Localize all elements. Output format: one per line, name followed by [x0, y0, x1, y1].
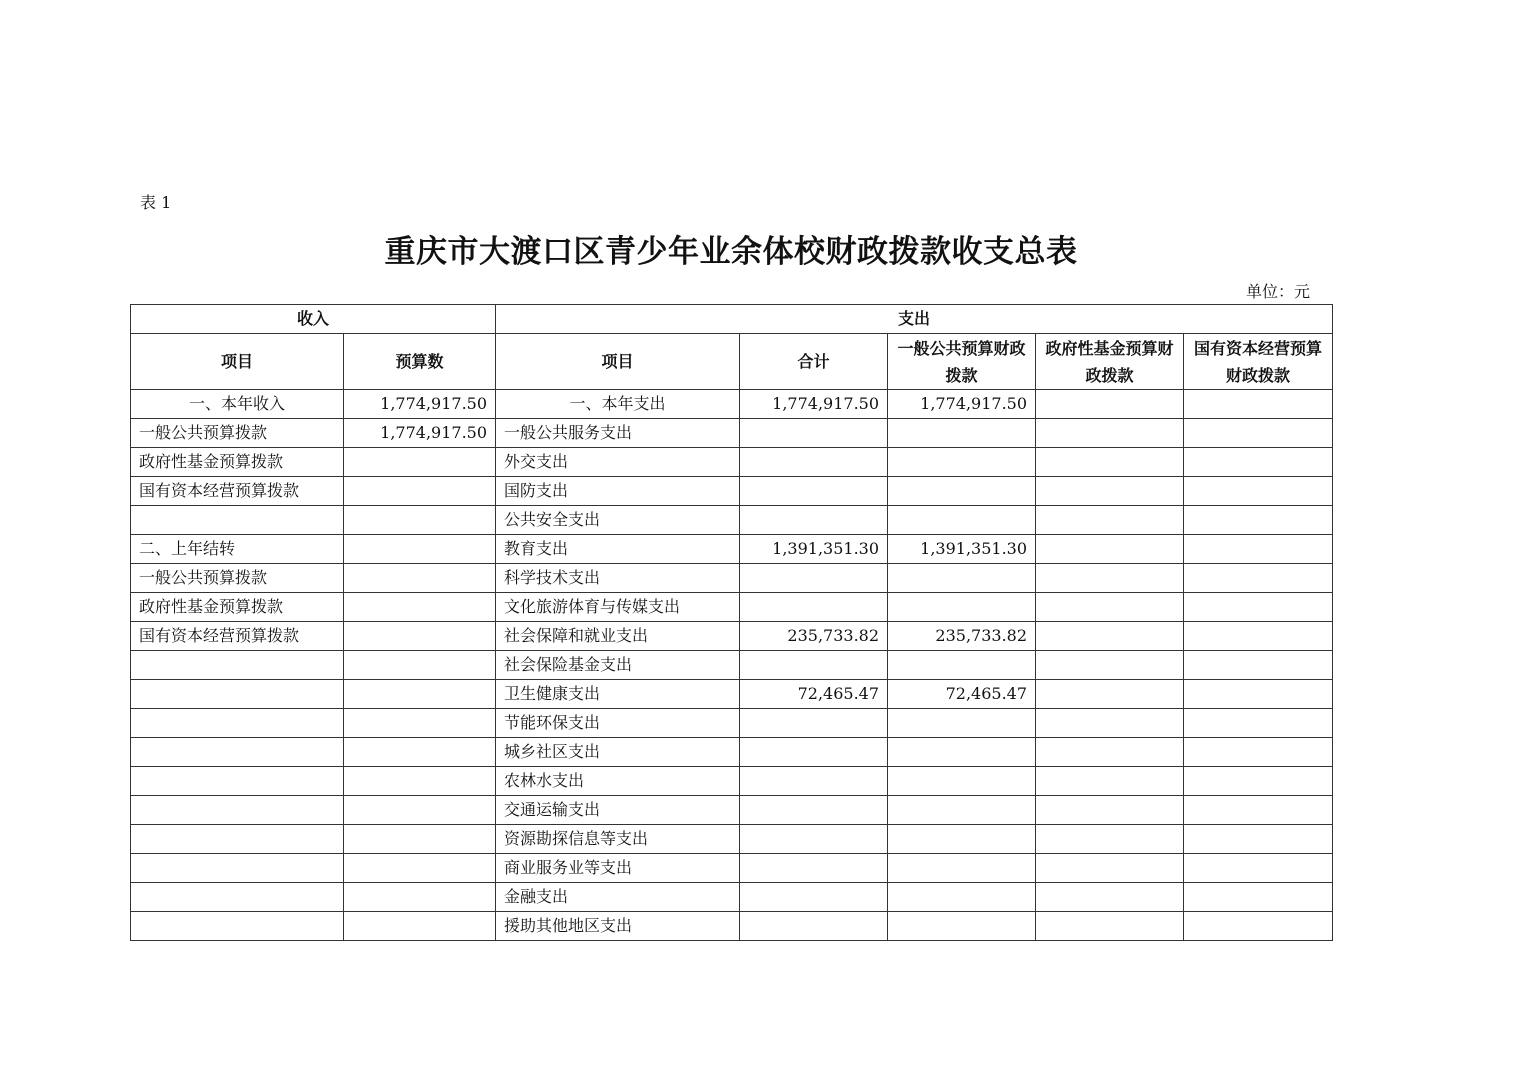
- income-budget-cell: [344, 651, 496, 680]
- income-item-cell: [131, 825, 344, 854]
- table-row: [131, 448, 1333, 477]
- expense-item-cell: 农林水支出: [496, 767, 740, 796]
- income-item-cell: [131, 883, 344, 912]
- income-budget-cell: [344, 622, 496, 651]
- state-capital-cell: [1184, 506, 1333, 535]
- income-budget-cell: [344, 506, 496, 535]
- gov-fund-cell: [1036, 506, 1184, 535]
- expense-item-cell: 商业服务业等支出: [496, 854, 740, 883]
- table-row: [131, 622, 1333, 651]
- table-row: [131, 912, 1333, 941]
- total-cell: [740, 709, 888, 738]
- gov-fund-cell: [1036, 883, 1184, 912]
- total-cell: [740, 651, 888, 680]
- total-cell: [740, 506, 888, 535]
- income-budget-cell: [344, 825, 496, 854]
- table-row: [131, 883, 1333, 912]
- income-item-cell: 一、本年收入: [131, 390, 344, 419]
- state-capital-cell: [1184, 651, 1333, 680]
- income-budget-cell: 1,774,917.50: [344, 390, 496, 419]
- table-row: [131, 390, 1333, 419]
- gov-fund-cell: [1036, 622, 1184, 651]
- income-budget-cell: [344, 738, 496, 767]
- income-budget-cell: [344, 564, 496, 593]
- table-body: [131, 390, 1333, 941]
- table-row: [131, 738, 1333, 767]
- income-item-cell: [131, 680, 344, 709]
- expense-item-cell: 社会保障和就业支出: [496, 622, 740, 651]
- table-row: [131, 593, 1333, 622]
- state-capital-cell: [1184, 738, 1333, 767]
- expense-item-cell: 文化旅游体育与传媒支出: [496, 593, 740, 622]
- table-row: [131, 680, 1333, 709]
- table-row: [131, 767, 1333, 796]
- general-budget-cell: 1,391,351.30: [888, 535, 1036, 564]
- gov-fund-cell: [1036, 912, 1184, 941]
- gov-fund-cell: [1036, 767, 1184, 796]
- income-budget-cell: [344, 767, 496, 796]
- header-total: 合计: [740, 334, 888, 390]
- income-item-cell: [131, 651, 344, 680]
- income-budget-cell: 1,774,917.50: [344, 419, 496, 448]
- expense-item-cell: 社会保险基金支出: [496, 651, 740, 680]
- expense-item-cell: 卫生健康支出: [496, 680, 740, 709]
- table-row: [131, 564, 1333, 593]
- state-capital-cell: [1184, 883, 1333, 912]
- general-budget-cell: 235,733.82: [888, 622, 1036, 651]
- table-row: [131, 477, 1333, 506]
- total-cell: [740, 593, 888, 622]
- state-capital-cell: [1184, 767, 1333, 796]
- state-capital-cell: [1184, 912, 1333, 941]
- general-budget-cell: [888, 825, 1036, 854]
- gov-fund-cell: [1036, 593, 1184, 622]
- state-capital-cell: [1184, 680, 1333, 709]
- total-cell: [740, 767, 888, 796]
- gov-fund-cell: [1036, 419, 1184, 448]
- total-cell: [740, 419, 888, 448]
- table-row: [131, 651, 1333, 680]
- gov-fund-cell: [1036, 651, 1184, 680]
- page-title: 重庆市大渡口区青少年业余体校财政拨款收支总表: [384, 234, 1078, 270]
- gov-fund-cell: [1036, 477, 1184, 506]
- expense-item-cell: 交通运输支出: [496, 796, 740, 825]
- state-capital-cell: [1184, 419, 1333, 448]
- income-item-cell: 二、上年结转: [131, 535, 344, 564]
- income-budget-cell: [344, 796, 496, 825]
- table-row: [131, 825, 1333, 854]
- gov-fund-cell: [1036, 390, 1184, 419]
- gov-fund-cell: [1036, 448, 1184, 477]
- total-cell: [740, 912, 888, 941]
- table-row: [131, 709, 1333, 738]
- income-item-cell: 政府性基金预算拨款: [131, 448, 344, 477]
- income-budget-cell: [344, 477, 496, 506]
- total-cell: 72,465.47: [740, 680, 888, 709]
- general-budget-cell: 72,465.47: [888, 680, 1036, 709]
- general-budget-cell: [888, 767, 1036, 796]
- gov-fund-cell: [1036, 535, 1184, 564]
- total-cell: [740, 564, 888, 593]
- state-capital-cell: [1184, 622, 1333, 651]
- total-cell: [740, 854, 888, 883]
- expense-item-cell: 节能环保支出: [496, 709, 740, 738]
- state-capital-cell: [1184, 825, 1333, 854]
- income-item-cell: 一般公共预算拨款: [131, 564, 344, 593]
- expense-item-cell: 外交支出: [496, 448, 740, 477]
- total-cell: 235,733.82: [740, 622, 888, 651]
- gov-fund-cell: [1036, 680, 1184, 709]
- expense-item-cell: 一般公共服务支出: [496, 419, 740, 448]
- total-cell: [740, 825, 888, 854]
- expense-item-cell: 城乡社区支出: [496, 738, 740, 767]
- income-budget-cell: [344, 709, 496, 738]
- state-capital-cell: [1184, 448, 1333, 477]
- total-cell: [740, 477, 888, 506]
- header-gov-fund: 政府性基金预算财政拨款: [1036, 334, 1184, 390]
- state-capital-cell: [1184, 709, 1333, 738]
- general-budget-cell: [888, 738, 1036, 767]
- expense-item-cell: 公共安全支出: [496, 506, 740, 535]
- expense-item-cell: 援助其他地区支出: [496, 912, 740, 941]
- income-budget-cell: [344, 593, 496, 622]
- state-capital-cell: [1184, 477, 1333, 506]
- income-item-cell: [131, 767, 344, 796]
- income-item-cell: 一般公共预算拨款: [131, 419, 344, 448]
- header-income-budget: 预算数: [344, 334, 496, 390]
- state-capital-cell: [1184, 564, 1333, 593]
- general-budget-cell: [888, 593, 1036, 622]
- income-item-cell: [131, 796, 344, 825]
- expense-item-cell: 教育支出: [496, 535, 740, 564]
- unit-label: 单位：元: [1246, 282, 1311, 301]
- income-item-cell: [131, 506, 344, 535]
- table-row: [131, 854, 1333, 883]
- general-budget-cell: [888, 883, 1036, 912]
- header-expense: 支出: [496, 305, 1333, 334]
- income-budget-cell: [344, 680, 496, 709]
- general-budget-cell: [888, 564, 1036, 593]
- gov-fund-cell: [1036, 564, 1184, 593]
- header-state-capital: 国有资本经营预算财政拨款: [1184, 334, 1333, 390]
- total-cell: [740, 796, 888, 825]
- income-item-cell: 政府性基金预算拨款: [131, 593, 344, 622]
- income-item-cell: [131, 709, 344, 738]
- table-number: 表 1: [140, 193, 172, 212]
- income-item-cell: 国有资本经营预算拨款: [131, 622, 344, 651]
- expense-item-cell: 资源勘探信息等支出: [496, 825, 740, 854]
- general-budget-cell: [888, 709, 1036, 738]
- total-cell: [740, 883, 888, 912]
- gov-fund-cell: [1036, 825, 1184, 854]
- header-general-budget: 一般公共预算财政拨款: [888, 334, 1036, 390]
- state-capital-cell: [1184, 535, 1333, 564]
- expense-item-cell: 一、本年支出: [496, 390, 740, 419]
- income-item-cell: [131, 854, 344, 883]
- header-income: 收入: [131, 305, 496, 334]
- total-cell: 1,774,917.50: [740, 390, 888, 419]
- table-row: [131, 535, 1333, 564]
- income-budget-cell: [344, 854, 496, 883]
- income-budget-cell: [344, 912, 496, 941]
- income-item-cell: [131, 738, 344, 767]
- expense-item-cell: 金融支出: [496, 883, 740, 912]
- income-item-cell: 国有资本经营预算拨款: [131, 477, 344, 506]
- state-capital-cell: [1184, 854, 1333, 883]
- header-expense-item: 项目: [496, 334, 740, 390]
- budget-table: [130, 304, 1333, 941]
- income-budget-cell: [344, 883, 496, 912]
- general-budget-cell: [888, 651, 1036, 680]
- gov-fund-cell: [1036, 796, 1184, 825]
- income-item-cell: [131, 912, 344, 941]
- gov-fund-cell: [1036, 709, 1184, 738]
- state-capital-cell: [1184, 593, 1333, 622]
- income-budget-cell: [344, 448, 496, 477]
- state-capital-cell: [1184, 390, 1333, 419]
- general-budget-cell: [888, 448, 1036, 477]
- general-budget-cell: 1,774,917.50: [888, 390, 1036, 419]
- table-row: [131, 419, 1333, 448]
- state-capital-cell: [1184, 796, 1333, 825]
- income-budget-cell: [344, 535, 496, 564]
- gov-fund-cell: [1036, 738, 1184, 767]
- expense-item-cell: 国防支出: [496, 477, 740, 506]
- expense-item-cell: 科学技术支出: [496, 564, 740, 593]
- general-budget-cell: [888, 912, 1036, 941]
- total-cell: [740, 738, 888, 767]
- total-cell: [740, 448, 888, 477]
- general-budget-cell: [888, 419, 1036, 448]
- table-row: [131, 506, 1333, 535]
- general-budget-cell: [888, 506, 1036, 535]
- table-row: [131, 796, 1333, 825]
- header-income-item: 项目: [131, 334, 344, 390]
- gov-fund-cell: [1036, 854, 1184, 883]
- general-budget-cell: [888, 477, 1036, 506]
- general-budget-cell: [888, 854, 1036, 883]
- general-budget-cell: [888, 796, 1036, 825]
- total-cell: 1,391,351.30: [740, 535, 888, 564]
